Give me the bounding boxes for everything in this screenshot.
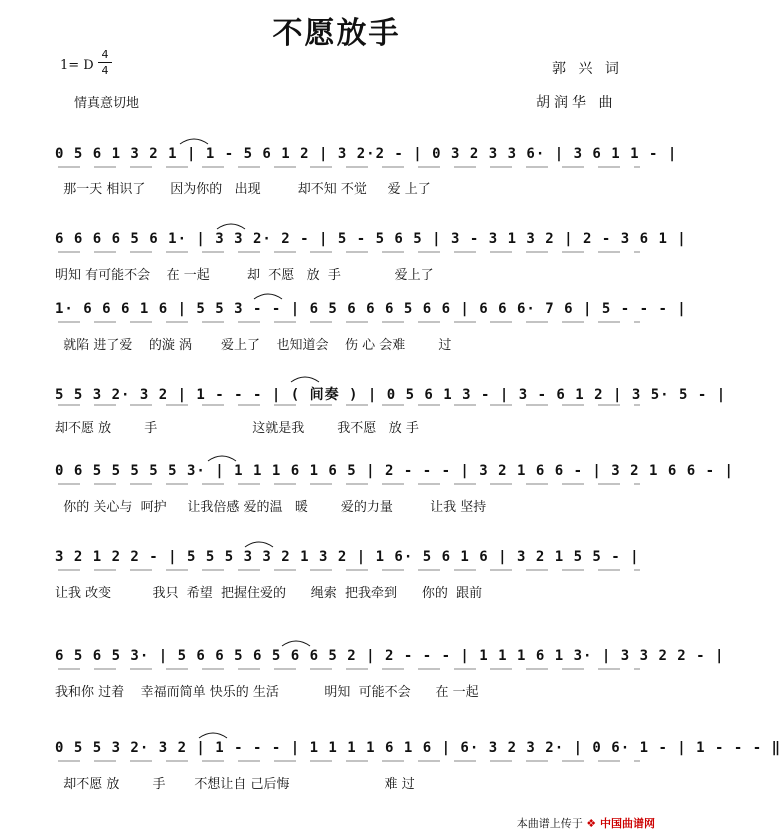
slur-8 bbox=[199, 733, 227, 738]
time-signature bbox=[98, 48, 112, 77]
notation-row-4: 5 5 3 2· 3 2 | 1 - - - | ( 间奏 ) | 0 5 6 1 3 - | 3 - 6 1 2 | 3 5· 5 - | bbox=[55, 387, 727, 403]
footer-text: 本曲谱上传于 bbox=[516, 817, 583, 830]
composer: 胡润华 曲 bbox=[536, 95, 617, 111]
site-logo: ❖ 中国曲谱网 bbox=[586, 817, 655, 830]
notation-row-3: 1· 6 6 6 1 6 | 5 5 3 - - | 6 5 6 6 6 5 6 6 | 6 6 6· 7 6 | 5 - - - | bbox=[55, 301, 687, 317]
slur-1 bbox=[180, 139, 208, 144]
tempo-marking: 情真意切地 bbox=[74, 96, 140, 111]
notation-row-7: 6 5 6 5 3· | 5 6 6 5 6 5 6 6 5 2 | 2 - - - | 1 1 1 6 1 3· | 3 3 2 2 - | bbox=[55, 648, 725, 664]
slur-4 bbox=[291, 377, 319, 382]
lyric-row-8: 却不愿 放 手 不想让自 己后悔 难 过 bbox=[55, 777, 415, 792]
notation-row-5: 0 6 5 5 5 5 5 3· | 1 1 1 6 1 6 5 | 2 - - - | 3 2 1 6 6 - | 3 2 1 6 6 - | bbox=[55, 463, 734, 479]
notation-row-2: 6 6 6 6 5 6 1· | 3 3 2· 2 - | 5 - 5 6 5 | 3 - 3 1 3 2 | 2 - 3 6 1 | bbox=[55, 231, 687, 247]
slur-7 bbox=[282, 641, 310, 646]
score-title: 不愿放手 bbox=[272, 16, 401, 51]
site-name: 中国曲谱网 bbox=[600, 817, 655, 830]
slur-3 bbox=[254, 294, 282, 299]
lyric-row-3: 就陷 进了爱 的漩 涡 爱上了 也知道会 伤 心 会难 过 bbox=[55, 338, 452, 353]
key-signature: 1= D bbox=[60, 58, 94, 73]
lyric-row-5: 你的 关心与 呵护 让我倍感 爱的温 暖 爱的力量 让我 坚持 bbox=[55, 500, 487, 515]
slur-2 bbox=[217, 224, 245, 229]
lyric-row-6: 让我 改变 我只 希望 把握住爱的 绳索 把我牵到 你的 跟前 bbox=[55, 586, 483, 601]
notation-row-1: 0 5 6 1 3 2 1 | 1 - 5 6 1 2 | 3 2·2 - | 0 3 2 3 3 6· | 3 6 1 1 - | bbox=[55, 146, 678, 162]
lyric-row-7: 我和你 过着 幸福而简单 快乐的 生活 明知 可能不会 在 一起 bbox=[55, 685, 479, 700]
notation-row-6: 3 2 1 2 2 - | 5 5 5 3 3 2 1 3 2 | 1 6· 5 6 1 6 | 3 2 1 5 5 - | bbox=[55, 549, 640, 565]
lyric-row-1: 那一天 相识了 因为你的 出现 却不知 不觉 爱 上了 bbox=[55, 182, 431, 197]
footer bbox=[517, 815, 655, 831]
lyric-row-2: 明知 有可能不会 在 一起 却 不愿 放 手 爱上了 bbox=[55, 268, 434, 283]
lyric-row-4: 却不愿 放 手 这就是我 我不愿 放 手 bbox=[55, 421, 419, 436]
notation-row-8: 0 5 5 3 2· 3 2 | 1 - - - | 1 1 1 1 6 1 6 | 6· 3 2 3 2· | 0 6· 1 - | 1 - - - ‖ bbox=[55, 740, 781, 756]
time-sig-bottom: 4 bbox=[101, 64, 109, 77]
time-sig-top: 4 bbox=[101, 48, 109, 61]
slur-6 bbox=[245, 542, 273, 547]
slur-5 bbox=[208, 456, 236, 461]
lyricist: 郭 兴 词 bbox=[552, 61, 623, 77]
